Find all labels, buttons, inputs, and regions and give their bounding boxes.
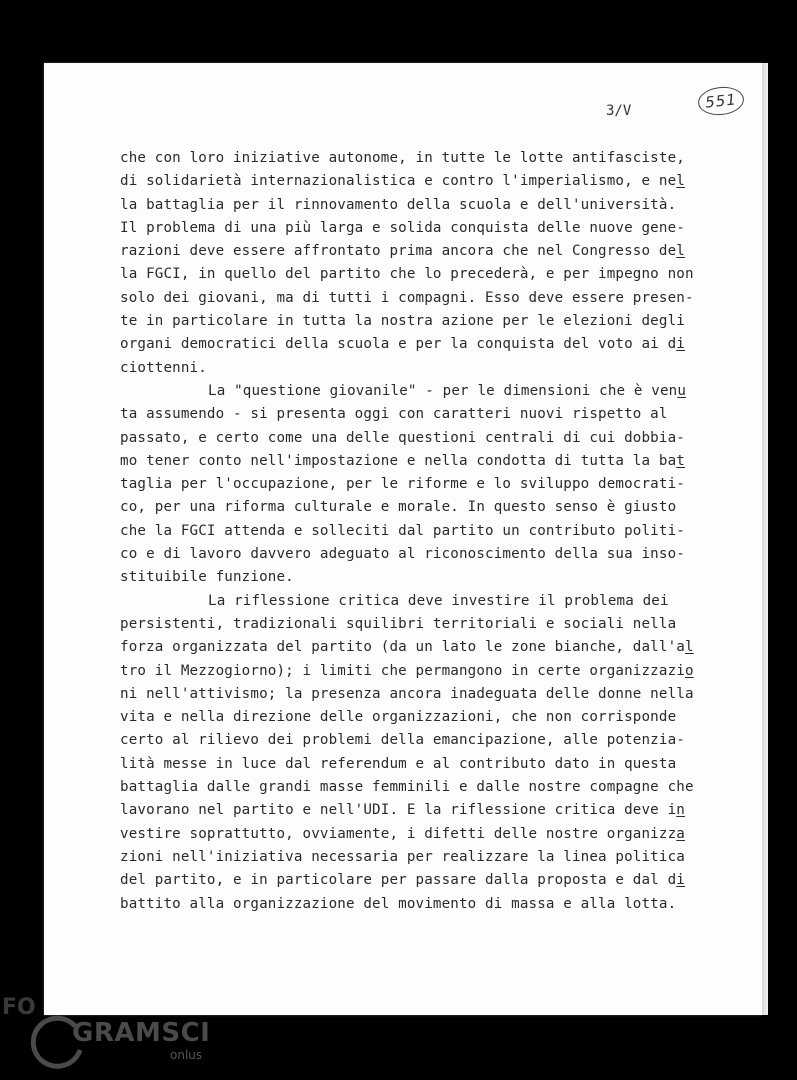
text-segment: te in particolare in tutta la nostra azione per le elezioni degli [120, 313, 685, 330]
text-segment: razioni deve essere affrontato prima ancora che nel Congresso de [120, 243, 677, 260]
text-segment: persistenti, tradizionali squilibri territoriali e sociali nella [120, 615, 677, 632]
underlined-segment: i [676, 336, 685, 353]
text-line [120, 799, 740, 822]
text-line [120, 380, 740, 403]
text-segment: che la FGCI attenda e solleciti dal partito un contributo politi- [120, 522, 685, 539]
text-segment: zioni nell'iniziativa necessaria per realizzare la linea politica [120, 848, 685, 865]
text-line [120, 846, 740, 869]
text-line [120, 566, 740, 589]
underlined-segment: n [676, 802, 685, 819]
archive-stamp [697, 85, 746, 118]
text-line [120, 613, 740, 636]
underlined-segment: l [684, 639, 694, 656]
watermark-suffix: onlus [170, 1048, 203, 1062]
text-line [120, 729, 740, 752]
text-segment: battaglia dalle grandi masse femminili e dalle nostre compagne che [120, 779, 694, 796]
text-segment: organi democratici della scuola e per la conquista del voto ai d [120, 336, 677, 353]
stamp-number: 551 [704, 90, 738, 112]
underlined-segment: u [677, 382, 687, 399]
body-text [120, 147, 740, 916]
text-segment: forza organizzata del partito (da un lato le zone bianche, dall'a [120, 639, 685, 656]
text-segment: taglia per l'occupazione, per le riforme e lo sviluppo democrati- [120, 476, 685, 493]
text-segment: La "questione giovanile" - per le dimensioni che è ven [208, 382, 678, 399]
text-line [120, 869, 740, 892]
text-segment: lavorano nel partito e nell'UDI. E la riflessione critica deve i [120, 802, 677, 819]
text-segment: la battaglia per il rinnovamento della scuola e dell'università. [120, 196, 677, 213]
text-segment: La riflessione critica deve investire il problema dei [208, 592, 669, 609]
underlined-segment: l [676, 243, 685, 260]
text-segment: ciottenni. [120, 359, 207, 376]
text-line [120, 590, 740, 613]
text-line [120, 240, 740, 263]
text-segment: lità messe in luce dal referendum e al contributo dato in questa [120, 755, 677, 772]
watermark-ring-icon [30, 1014, 88, 1072]
text-line [120, 823, 740, 846]
text-line [120, 217, 740, 240]
text-segment: solo dei giovani, ma di tutti i compagni. Esso deve essere presen- [120, 289, 694, 306]
text-line [120, 427, 740, 450]
watermark-name: GRAMSCI [72, 1018, 211, 1048]
text-segment: passato, e certo come una delle questioni centrali di cui dobbia- [120, 429, 685, 446]
text-segment: di solidarietà internazionalistica e contro l'imperialismo, e ne [120, 173, 677, 190]
text-segment: ta assumendo - si presenta oggi con caratteri nuovi rispetto al [120, 406, 668, 423]
text-segment: mo tener conto nell'impostazione e nella condotta di tutta la ba [120, 452, 677, 469]
watermark-prefix: FO [2, 995, 36, 1020]
text-line [120, 776, 740, 799]
text-line [120, 496, 740, 519]
text-segment: tro il Mezzogiorno); i limiti che permangono in certe organizzazi [120, 662, 685, 679]
page-edge [762, 63, 768, 1015]
text-line [120, 706, 740, 729]
text-line [120, 263, 740, 286]
text-segment: che con loro iniziative autonome, in tutte le lotte antifasciste, [120, 150, 685, 166]
text-line [120, 333, 740, 356]
text-line [120, 893, 740, 916]
document-page [44, 63, 762, 1015]
text-segment: co e di lavoro davvero adeguato al riconoscimento della sua inso- [120, 546, 685, 563]
text-line [120, 310, 740, 333]
text-line [120, 636, 740, 659]
underlined-segment: l [676, 173, 685, 190]
text-segment: del partito, e in particolare per passare dalla proposta e dal d [120, 872, 677, 889]
text-segment: battito alla organizzazione del movimento di massa e alla lotta. [120, 895, 677, 912]
underlined-segment: o [684, 662, 694, 679]
text-segment: stituibile funzione. [120, 569, 294, 586]
text-segment: vita e nella direzione delle organizzazioni, che non corrisponde [120, 709, 677, 726]
text-line [120, 287, 740, 310]
text-line [120, 753, 740, 776]
text-segment: la FGCI, in quello del partito che lo precederà, e per impegno non [120, 266, 694, 283]
text-line [120, 683, 740, 706]
text-segment: vestire soprattutto, ovviamente, i difetti delle nostre organizz [120, 825, 677, 842]
text-segment: ni nell'attivismo; la presenza ancora inadeguata delle donne nella [120, 685, 694, 702]
text-line [120, 403, 740, 426]
text-segment: co, per una riforma culturale e morale. In questo senso è giusto [120, 499, 677, 516]
text-line [120, 473, 740, 496]
text-line [120, 520, 740, 543]
text-line [120, 543, 740, 566]
underlined-segment: i [676, 872, 685, 889]
text-line [120, 660, 740, 683]
text-line [120, 194, 740, 217]
text-line [120, 170, 740, 193]
text-segment: certo al rilievo dei problemi della emancipazione, alle potenzia- [120, 732, 685, 749]
page-label: 3/V [606, 103, 632, 119]
text-line [120, 357, 740, 380]
text-line [120, 147, 740, 170]
text-segment: Il problema di una più larga e solida conquista delle nuove gene- [120, 219, 685, 236]
text-line [120, 450, 740, 473]
underlined-segment: a [676, 825, 685, 842]
underlined-segment: t [676, 452, 685, 469]
